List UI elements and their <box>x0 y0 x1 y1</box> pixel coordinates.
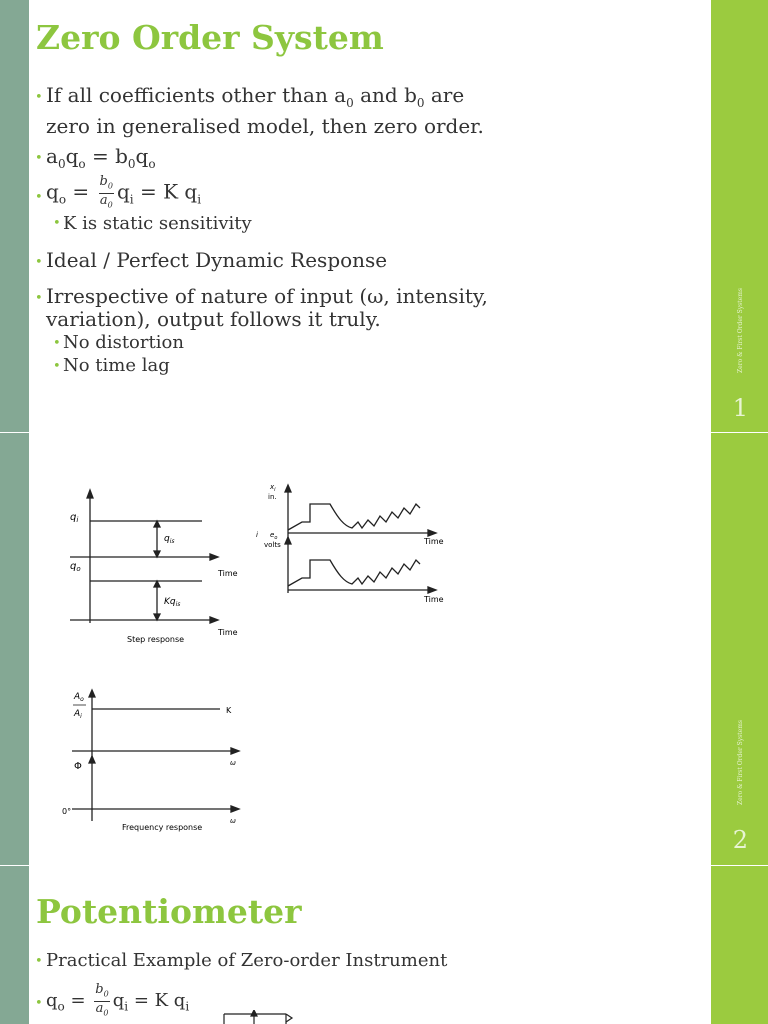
bullet-equation: $q_o$ = $\frac{b_0}{a_0}$ $q_i = K$ $q_i$ <box>46 982 190 1018</box>
label-in: in. <box>268 493 277 501</box>
bullet-ideal-response: Ideal / Perfect Dynamic Response <box>46 248 388 272</box>
bullet-practical-example: Practical Example of Zero-order Instrument <box>46 950 448 971</box>
bullet-coefficients: If all coefficients other than $a_0$ and $b_0$ are zero in generalised model, then zero order. <box>46 83 484 138</box>
bullet-dot: • <box>35 190 43 205</box>
bullet-equation-2: $q_o$ = $\frac{b_0}{a_0}$ $q_i = K$ $q_i$ <box>46 174 202 210</box>
label-qo: $q_o$ <box>70 561 81 573</box>
fraction: $\frac{b_0}{a_0}$ <box>99 174 113 210</box>
waveform-diagram <box>252 478 452 608</box>
sub-bullet-dot: • <box>53 336 61 351</box>
label-qi: $q_i$ <box>70 512 79 524</box>
label-k: K <box>226 706 232 715</box>
bullet-dot: • <box>35 90 43 105</box>
label-time-wave-2: Time <box>424 595 444 604</box>
bullet-irrespective: Irrespective of nature of input (ω, intensity, variation), output follows it truly. <box>46 284 488 331</box>
label-zero-degree: 0° <box>62 807 72 816</box>
slide-title: Zero Order System <box>36 18 384 57</box>
label-phi: Φ <box>74 761 82 772</box>
potentiometer-sketch <box>220 1010 300 1024</box>
label-qis: $q_{is}$ <box>164 534 175 545</box>
label-ai: $A_i$ <box>74 709 82 720</box>
label-kqis: $Kq_{is}$ <box>164 597 181 608</box>
left-accent-bar <box>0 433 29 865</box>
label-time-1: Time <box>218 569 238 578</box>
bullet-dot: • <box>35 151 43 166</box>
frequency-response-diagram <box>58 683 258 833</box>
sub-bullet-static-sensitivity: K is static sensitivity <box>63 213 252 234</box>
bullet-dot: • <box>35 255 43 270</box>
label-time-2: Time <box>218 628 238 637</box>
frequency-response-caption: Frequency response <box>122 823 203 832</box>
page-number: 2 <box>732 826 748 854</box>
fraction: $\frac{b_0}{a_0}$ <box>95 982 109 1018</box>
step-response-diagram <box>60 478 250 648</box>
sub-bullet-dot: • <box>53 216 61 231</box>
label-time-wave-1: Time <box>424 537 444 546</box>
slide-2 <box>0 433 768 865</box>
label-ao: $A_o$ <box>74 692 84 703</box>
label-i-mark: i <box>256 531 258 539</box>
bullet-dot: • <box>35 996 43 1011</box>
sub-bullet-dot: • <box>53 359 61 374</box>
slide-1 <box>0 0 768 432</box>
label-omega-1: ω <box>230 759 236 767</box>
label-omega-2: ω <box>230 817 236 825</box>
label-xi: $x_i$ <box>270 483 276 493</box>
sub-bullet-no-distortion: No distortion <box>63 332 184 353</box>
label-eo: $e_o$ <box>270 531 278 541</box>
step-response-caption: Step response <box>127 635 185 644</box>
page-number: 1 <box>732 394 748 422</box>
bullet-dot: • <box>35 954 43 969</box>
label-volts: volts <box>264 541 281 549</box>
left-accent-bar <box>0 0 29 432</box>
slide-3 <box>0 866 768 1024</box>
right-accent-bar <box>711 866 768 1024</box>
side-label: Zero & First Order Systems <box>737 720 744 805</box>
bullet-dot: • <box>35 291 43 306</box>
left-accent-bar <box>0 866 29 1024</box>
sub-bullet-no-time-lag: No time lag <box>63 355 170 376</box>
slide-title: Potentiometer <box>36 892 302 931</box>
side-label: Zero & First Order Systems <box>737 288 744 373</box>
bullet-equation-1: $a_0q_o = b_0q_o$ <box>46 144 156 171</box>
